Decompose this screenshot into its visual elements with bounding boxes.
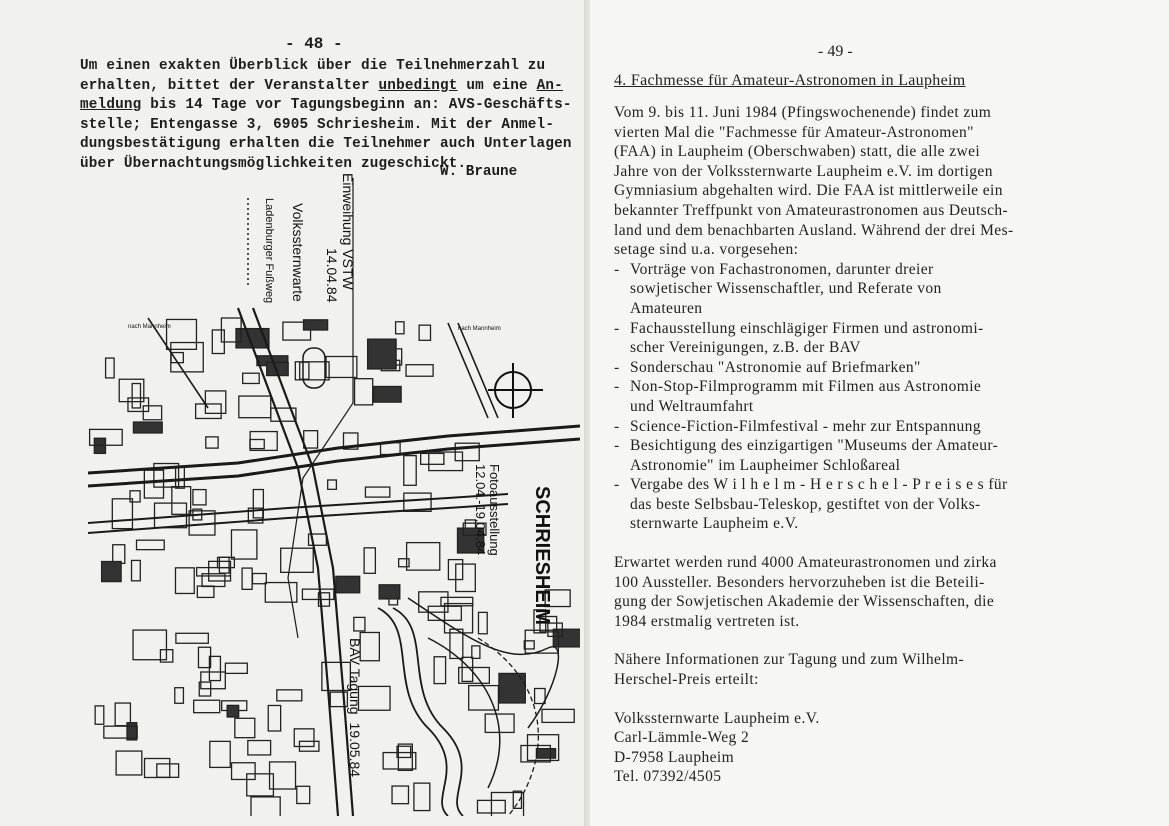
label-inauguration-date: 14.04.84: [324, 248, 340, 303]
program-list: [614, 260, 1164, 534]
map-block: [95, 706, 104, 724]
text-line: das beste Selbsbau-Teleskop, gestiftet von der Volks-: [630, 495, 981, 513]
map-block: [176, 467, 185, 488]
map-block: [133, 422, 162, 433]
map-block: [248, 741, 271, 755]
text-line: vierten Mal die "Fachmesse für Amateur-Astronomen": [614, 123, 974, 141]
text-line: Besichtigung des einzigartigen "Museums der Amateur-: [630, 437, 999, 455]
intro-paragraph: [614, 103, 1164, 260]
list-marker: -: [614, 260, 620, 278]
compass-icon: [488, 363, 543, 418]
map-block: [235, 718, 255, 737]
map-blocks: [90, 318, 580, 816]
map-block: [294, 729, 314, 747]
list-item: [614, 377, 1164, 416]
label-volkssternwarte: Volkssternwarte: [290, 203, 306, 302]
map-block: [379, 585, 400, 599]
map-block: [143, 406, 161, 420]
text: Um einen exakten Überblick über die Teilnehmerzahl zu: [80, 58, 546, 74]
address-line: Carl-Lämmle-Weg 2: [614, 729, 750, 747]
text-line: 1984 erstmalig vertreten ist.: [614, 612, 800, 630]
text-line: [80, 116, 590, 136]
list-item-text: [630, 475, 1008, 534]
map-block: [193, 490, 206, 505]
text-line: und Weltraumfahrt: [630, 397, 754, 415]
map-block: [116, 751, 142, 775]
list-marker: -: [614, 358, 620, 376]
map-block: [205, 391, 225, 413]
map-block: [445, 604, 473, 633]
label-to-mannheim: nach Mannheim: [458, 326, 501, 332]
list-item-text: [630, 417, 981, 437]
map-block: [392, 786, 408, 804]
text-line: Vorträge von Fachastronomen, darunter dreier: [630, 260, 934, 278]
town-map: [88, 168, 580, 816]
map-block: [106, 358, 115, 378]
contact-address: [614, 709, 1164, 787]
map-block: [253, 490, 263, 518]
label-exhibition-dates: 12.04.-19.04.84: [473, 464, 488, 556]
map-block: [397, 746, 411, 757]
text-line: Jahre von der Volkssternwarte Laupheim e.V. im dortigen: [614, 162, 993, 180]
meeting-date: 19.05.84: [347, 722, 363, 778]
text-line: Non-Stop-Filmprogramm mit Filmen aus Astronomie: [630, 378, 982, 396]
map-block: [406, 365, 433, 377]
address-line: Volkssternwarte Laupheim e.V.: [614, 709, 820, 727]
map-block: [328, 480, 337, 489]
map-block: [355, 379, 373, 405]
text-line: [80, 57, 590, 77]
map-block: [407, 543, 440, 570]
map-block: [219, 557, 229, 573]
map-block: [456, 564, 476, 591]
text-line: bekannter Treffpunkt von Amateurastronomen aus Deutsch-: [614, 201, 1009, 219]
map-block: [132, 384, 140, 408]
map-block: [227, 705, 239, 717]
text-line: [80, 135, 590, 155]
text-line: (FAA) in Laupheim (Oberschwaben) statt, die alle zwei: [614, 143, 981, 161]
list-marker: -: [614, 378, 620, 396]
map-block: [242, 568, 252, 589]
text: dungsbestätigung erhalten die Teilnehmer auch Unterlagen: [80, 136, 572, 152]
underlined-text: unbedingt: [378, 77, 458, 94]
text: stelle; Entengasse 3, 6905 Schriesheim. Mit der Anmel-: [80, 116, 555, 133]
map-block: [419, 592, 448, 612]
address-line: Tel. 07392/4505: [614, 768, 722, 786]
page-number: - 48 -: [285, 35, 343, 53]
map-block: [414, 783, 430, 810]
list-item-text: [630, 436, 998, 475]
map-block: [130, 491, 140, 502]
label-town: SCHRIESHEIM: [531, 486, 553, 625]
underlined-text: meldung: [80, 97, 142, 113]
text-line: sowjetischer Wissenschaftler, und Referate von: [630, 280, 942, 298]
map-block: [404, 456, 416, 486]
map-block: [542, 709, 574, 722]
label-meeting: [347, 638, 363, 777]
map-block: [478, 612, 487, 633]
map-block: [399, 559, 409, 567]
map-block: [421, 453, 444, 464]
map-block: [535, 689, 545, 704]
text-line: Vergabe des W i l h e l m - H e r s c h e l - P r e i s e s für: [630, 476, 1008, 494]
map-block: [434, 657, 445, 684]
address-line: D-7958 Laupheim: [614, 748, 735, 766]
map-block: [196, 404, 222, 419]
map-block: [251, 797, 280, 816]
text-line: land und dem benachbarten Ausland. Während der drei Mes-: [614, 221, 1014, 239]
map-block: [225, 663, 247, 673]
map-block: [304, 431, 318, 448]
section-heading: 4. Fachmesse für Amateur-Astronomen in Laupheim: [614, 72, 966, 89]
map-block: [250, 439, 264, 448]
text-line: 100 Aussteller. Besonders hervorzuheben ist die Beteili-: [614, 573, 985, 591]
map-block: [157, 764, 179, 777]
map-block: [297, 786, 310, 803]
text-line: setage sind u.a. vorgesehen:: [614, 241, 799, 259]
map-block: [206, 437, 218, 448]
map-block: [277, 690, 302, 701]
list-item: [614, 436, 1164, 475]
text-line: Erwartet werden rund 4000 Amateurastronomen und zirka: [614, 554, 997, 572]
text-line: Amateuren: [630, 299, 703, 317]
map-block: [127, 723, 137, 740]
text-line: [80, 96, 590, 116]
map-block: [374, 386, 402, 402]
list-item-text: [630, 358, 921, 378]
map-block: [197, 586, 214, 597]
map-block: [132, 560, 141, 580]
list-item: [614, 358, 1164, 378]
text-line: Science-Fiction-Filmfestival - mehr zur Entspannung: [630, 417, 981, 435]
map-block: [536, 749, 555, 758]
map-block: [231, 530, 256, 559]
label-to-mannheim: nach Mannheim: [128, 324, 171, 330]
map-block: [252, 574, 266, 584]
list-marker: -: [614, 319, 620, 337]
map-block: [336, 576, 360, 592]
map-block: [268, 705, 280, 731]
list-item-text: [630, 260, 942, 319]
map-block: [295, 362, 329, 380]
list-marker: -: [614, 476, 620, 494]
map-block: [354, 617, 365, 631]
map-block: [450, 629, 463, 658]
map-block: [210, 741, 230, 767]
map-block: [176, 633, 208, 643]
text-line: scher Vereinigungen, z.B. der BAV: [630, 339, 861, 357]
label-inauguration: Einweihung VSTW: [340, 173, 356, 290]
list-item-text: [630, 377, 981, 416]
map-block: [365, 487, 389, 497]
map-block: [243, 373, 260, 383]
text: über Übernachtungsmöglichkeiten zugeschickt.: [80, 155, 467, 172]
map-block: [102, 562, 122, 582]
map-block: [128, 398, 149, 412]
list-item: [614, 260, 1164, 319]
article-body: [614, 103, 1164, 787]
map-block: [281, 548, 314, 572]
text-line: Herschel-Preis erteilt:: [614, 671, 759, 689]
map-block: [194, 700, 220, 712]
text-line: gung der Sowjetischen Akademie der Wissenschaften, die: [614, 593, 995, 611]
map-block: [172, 487, 191, 515]
map-block: [239, 396, 271, 418]
map-block: [133, 630, 166, 660]
text-line: Nähere Informationen zur Tagung und zum Wilhelm-: [614, 651, 965, 669]
map-block: [419, 325, 430, 340]
map-block: [364, 548, 375, 573]
text-line: Fachausstellung einschlägiger Firmen und astronomi-: [630, 319, 984, 337]
map-block: [441, 597, 473, 605]
list-marker: -: [614, 437, 620, 455]
text: erhalten, bittet der Veranstalter: [80, 77, 379, 94]
list-marker: -: [614, 417, 620, 435]
meeting-name: BAV Tagung: [347, 638, 363, 715]
label-footpath: Ladenburger Fußweg: [263, 198, 275, 304]
map-block: [137, 540, 165, 549]
signature: W. Braune: [440, 164, 518, 180]
text-line: Vom 9. bis 11. Juni 1984 (Pfingswochenende) findet zum: [614, 104, 992, 121]
list-item-text: [630, 319, 984, 358]
text: um eine: [457, 77, 537, 94]
list-item: [614, 475, 1164, 534]
label-exhibition: Fotoausstellung: [487, 464, 502, 556]
text-line: Astronomie" im Laupheimer Schloßareal: [630, 456, 901, 474]
page-number: - 49 -: [818, 43, 853, 60]
right-page: [590, 0, 1169, 826]
map-block: [499, 673, 525, 703]
map-block: [113, 545, 125, 564]
list-item: [614, 417, 1164, 437]
list-item: [614, 319, 1164, 358]
map-block: [112, 499, 132, 529]
registration-paragraph: [80, 57, 590, 174]
map-block: [368, 339, 396, 369]
map-block: [175, 568, 194, 594]
text-line: Sonderschau "Astronomie auf Briefmarken": [630, 358, 921, 376]
map-block: [232, 763, 256, 780]
map-block: [304, 320, 328, 330]
underlined-text: An-: [536, 77, 563, 94]
text-line: sternwarte Laupheim e.V.: [630, 515, 799, 533]
map-block: [175, 688, 184, 704]
map-block: [300, 362, 309, 379]
text-line: Gymniasium abgehalten wird. Die FAA ist mittlerweile ein: [614, 182, 1003, 200]
map-block: [326, 356, 357, 377]
info-paragraph: [614, 650, 1164, 689]
map-block: [472, 646, 480, 658]
text: bis 14 Tage vor Tagungsbeginn an: AVS-Geschäfts-: [141, 97, 572, 113]
map-block: [396, 322, 404, 334]
map-block: [171, 343, 203, 372]
closing-paragraph: [614, 553, 1164, 631]
text-line: [80, 77, 590, 97]
